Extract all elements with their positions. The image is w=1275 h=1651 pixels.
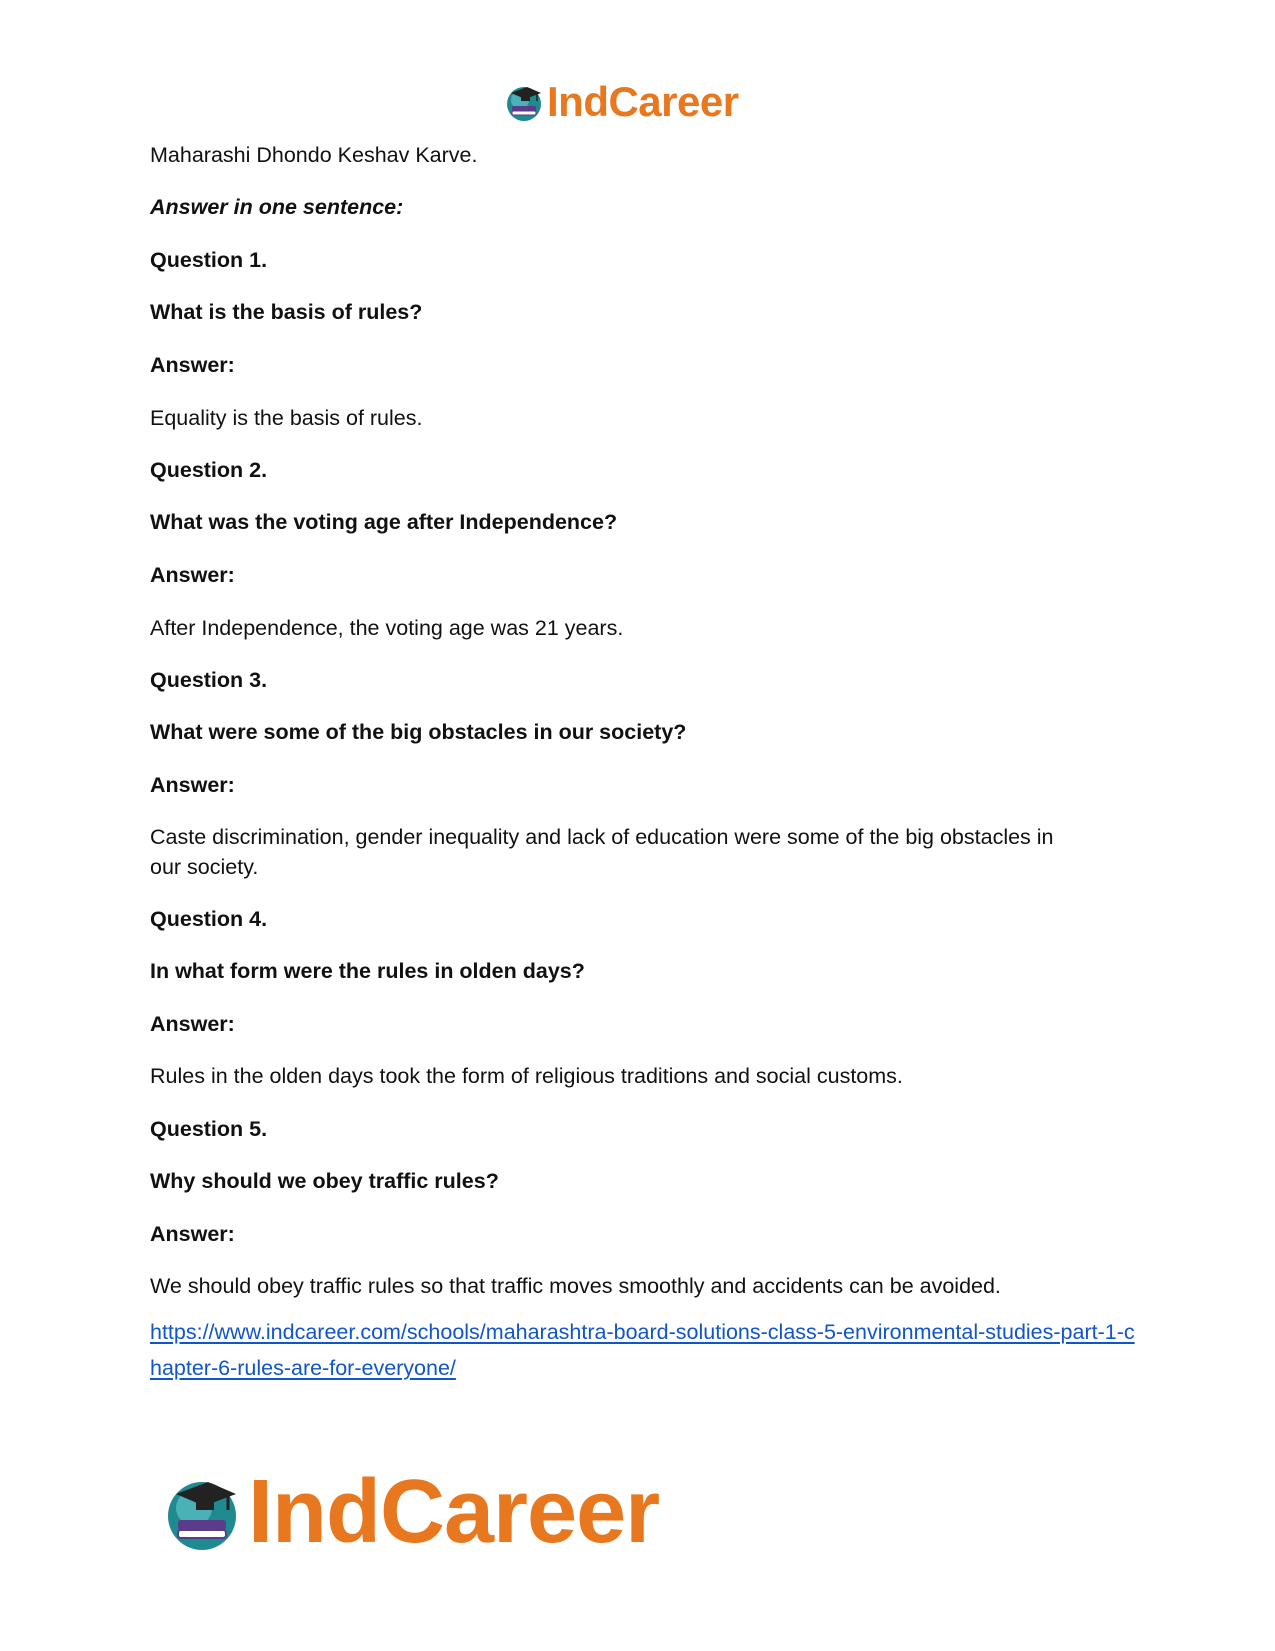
question-text: What is the basis of rules? (150, 300, 423, 324)
question-number: Question 2. (150, 458, 268, 482)
question-text: What was the voting age after Independence? (150, 510, 618, 534)
answer-label: Answer: (150, 773, 235, 797)
question-number: Question 5. (150, 1117, 268, 1141)
answer-label: Answer: (150, 1012, 235, 1036)
header-logo-text: IndCareer (547, 78, 739, 125)
indcareer-logo-icon (160, 1470, 244, 1554)
answer-text: We should obey traffic rules so that traffic moves smoothly and accidents can be avoided. (150, 1274, 1001, 1298)
answer-text: After Independence, the voting age was 21 years. (150, 616, 624, 640)
question-number: Question 4. (150, 907, 268, 931)
question-text: Why should we obey traffic rules? (150, 1169, 499, 1193)
question-number: Question 1. (150, 248, 268, 272)
header-logo (503, 80, 739, 124)
footer-logo (160, 1461, 660, 1562)
section-heading: Answer in one sentence: (150, 195, 404, 219)
footer-logo-text: IndCareer (248, 1461, 660, 1562)
answer-text: Caste discrimination, gender inequality and lack of education were some of the big obstacles in our society. (150, 825, 1054, 879)
source-link[interactable]: https://www.indcareer.com/schools/maharashtra-board-solutions-class-5-environmental-studies-part-1-chapter-6-rules-are-for-everyone/ (150, 1320, 1135, 1380)
answer-label: Answer: (150, 1222, 235, 1246)
answer-label: Answer: (150, 563, 235, 587)
answer-text: Rules in the olden days took the form of religious traditions and social customs. (150, 1064, 903, 1088)
indcareer-logo-icon (503, 81, 545, 123)
question-text: What were some of the big obstacles in our society? (150, 720, 687, 744)
answer-label: Answer: (150, 353, 235, 377)
answer-text: Equality is the basis of rules. (150, 406, 423, 430)
question-text: In what form were the rules in olden days? (150, 959, 585, 983)
intro-text: Maharashi Dhondo Keshav Karve. (150, 143, 478, 167)
question-number: Question 3. (150, 668, 268, 692)
